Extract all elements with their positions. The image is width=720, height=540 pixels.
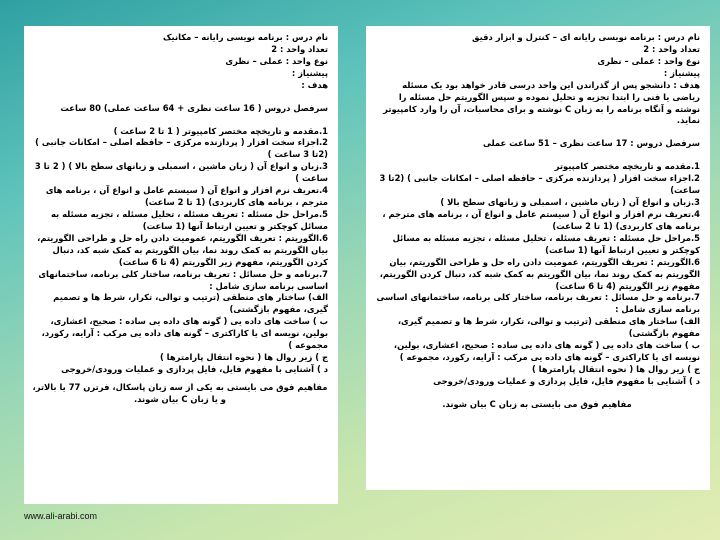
syllabus-item: 2.اجزاء سخت افزار ( پردازنده مرکزی – حافظه اصلی – امکانات جانبی ) (2تا 3 ساعت ) <box>35 137 328 160</box>
syllabus-item: 3.زبان و انواع آن ( زبان ماشین ، اسمبلی و زبانهای سطح بالا ) <box>440 197 700 208</box>
unit-count: تعداد واحد : 2 <box>271 43 328 54</box>
syllabus-item: 6.الگوریتم : تعریف الگوریتم، عمومیت دادن راه حل و طراحی الگوریتم، بیان الگوریتم به کمک روند نما، بیان الگوریتم به کمک شبه کد، دنبال کردن الگوریتم، مفهوم زیر الگوریتم (4 تا 6 ساعت) <box>379 256 700 291</box>
syllabus-item: 1.مقدمه و تاریخچه مختصر کامپیوتر <box>554 161 700 172</box>
syllabus-item: 2.اجزاء سخت افزار ( پردازنده مرکزی – حافظه اصلی – امکانات جانبی ) (2تا 3 ساعت) <box>379 173 700 196</box>
syllabus-summary: سرفصل دروس : 17 ساعت نظری – 51 ساعت عملی <box>483 138 700 149</box>
course-title: نام درس : برنامه نویسی رایانه – مکانیک <box>162 32 328 42</box>
closing-note: مفاهیم فوق می بایستی به زبان C بیان شوند. <box>442 398 632 409</box>
syllabus-item: 6.الگوریتم : تعریف الگوریتم، عمومیت دادن راه حل و طراحی الگوریتم، بیان الگوریتم به کمک روند نما، بیان الگوریتم به کمک شبه کد، دنبال کردن الگوریتم، مفهوم زیر الگوریتم (4 تا 6 ساعت) <box>37 232 328 267</box>
left-syllabus-panel <box>24 26 338 504</box>
syllabus-subitem: ب ) ساخت های داده یی ( گونه های داده یی ساده : صحیح، اعشاری، بولین، نویسه ای یا کاراکتری – گونه های داده یی مرکب : آرایه، رکورد، مجموعه ) <box>393 340 700 363</box>
syllabus-item: 3.زبان و انواع آن ( زبان ماشین ، اسمبلی و زبانهای سطح بالا ) ( 2 تا 3 ساعت ) <box>34 161 328 184</box>
syllabus-item: 4.تعریف نرم افزار و انواع آن ( سیستم عامل و انواع آن ، برنامه های مترجم ، برنامه های کاربردی) (1 تا 2 ساعت) <box>382 208 700 231</box>
syllabus-subitem: ج ) زیر روال ها ( نحوه انتقال پارامترها ) <box>159 352 328 363</box>
syllabus-subitem: الف) ساختار های منطقی (ترتیب و توالی، تکرار، شرط ها و تصمیم گیری، مفهوم بازگشتی) <box>397 316 700 339</box>
course-title: نام درس : برنامه نویسی رایانه ای – کنترل و ابزار دقیق <box>472 32 700 42</box>
syllabus-subitem: ب ) ساخت های داده یی ( گونه های داده یی ساده : صحیح، اعشاری، بولین، نویسه ای یا کاراکتری – گونه های داده یی مرکب : آرایه، رکورد، مجموعه ) <box>41 316 328 351</box>
syllabus-item: 7.برنامه و حل مسائل : تعریف برنامه، ساختار کلی برنامه، ساختمانهای اساسی برنامه سازی شامل : <box>38 268 328 291</box>
closing-note: مفاهیم فوق می بایستی به یکی از سه زبان پاسکال، فرترن 77 یا بالاتر، و یا زبان C بیان شوند. <box>32 381 328 404</box>
unit-count: تعداد واحد : 2 <box>643 43 700 54</box>
prerequisite: پیشنیاز : <box>663 67 700 78</box>
syllabus-subitem: د ) آشنایی با مفهوم فایل، فایل پردازی و عملیات ورودی/خروجی <box>61 363 328 374</box>
syllabus-item: 7.برنامه و حل مسائل : تعریف برنامه، ساختار کلی برنامه، ساختمانهای اساسی برنامه سازی شامل : <box>376 292 700 315</box>
syllabus-subitem: ج ) زیر روال ها ( نحوه انتقال پارامترها ) <box>531 363 700 374</box>
prerequisite: پیشنیاز : <box>291 67 328 78</box>
syllabus-subitem: الف) ساختار های منطقی (ترتیب و توالی، تکرار، شرط ها و تصمیم گیری، مفهوم بازگشتی) <box>53 292 328 315</box>
syllabus-item: 1.مقدمه و تاریخچه مختصر کامپیوتر ( 1 تا 2 ساعت ) <box>113 125 328 136</box>
footer-website: www.ali-arabi.com <box>24 511 98 521</box>
syllabus-item: 4.تعریف نرم افزار و انواع آن ( سیستم عامل و انواع آن ، برنامه های مترجم ، برنامه های کاربردی) (1 تا 2 ساعت) <box>45 185 328 208</box>
unit-type: نوع واحد : عملی – نظری <box>597 55 700 66</box>
syllabus-item: 5.مراحل حل مسئله : تعریف مسئله ، تحلیل مسئله ، تجزیه مسئله به مسائل کوچکتر و تعیین ارتباط آنها (1 ساعت) <box>392 232 700 255</box>
syllabus-subitem: د ) آشنایی با مفهوم فایل، فایل پردازی و عملیات ورودی/خروجی <box>433 375 700 386</box>
unit-type: نوع واحد : عملی – نظری <box>225 55 328 66</box>
syllabus-item: 5.مراحل حل مسئله : تعریف مسئله ، تحلیل مسئله ، تجزیه مسئله به مسائل کوچکتر و تعیین ارتباط آنها (1 ساعت) <box>50 208 328 231</box>
right-syllabus-panel <box>366 26 710 490</box>
course-goal: هدف : <box>301 79 328 90</box>
syllabus-summary: سرفصل دروس ( 16 ساعت نظری + 64 ساعت عملی) 80 ساعت <box>60 102 328 113</box>
course-goal: هدف : دانشجو پس از گذراندن این واحد درسی قادر خواهد بود یک مسئله ریاضی یا فنی را ابتدا تجزیه و تحلیل نموده و سپس الگوریتم حل مسئله را نوشته و آنگاه برنامه را به زبان C نوشته و برای محاسبات، آن را وارد کامپیوتر نماید. <box>383 79 700 126</box>
